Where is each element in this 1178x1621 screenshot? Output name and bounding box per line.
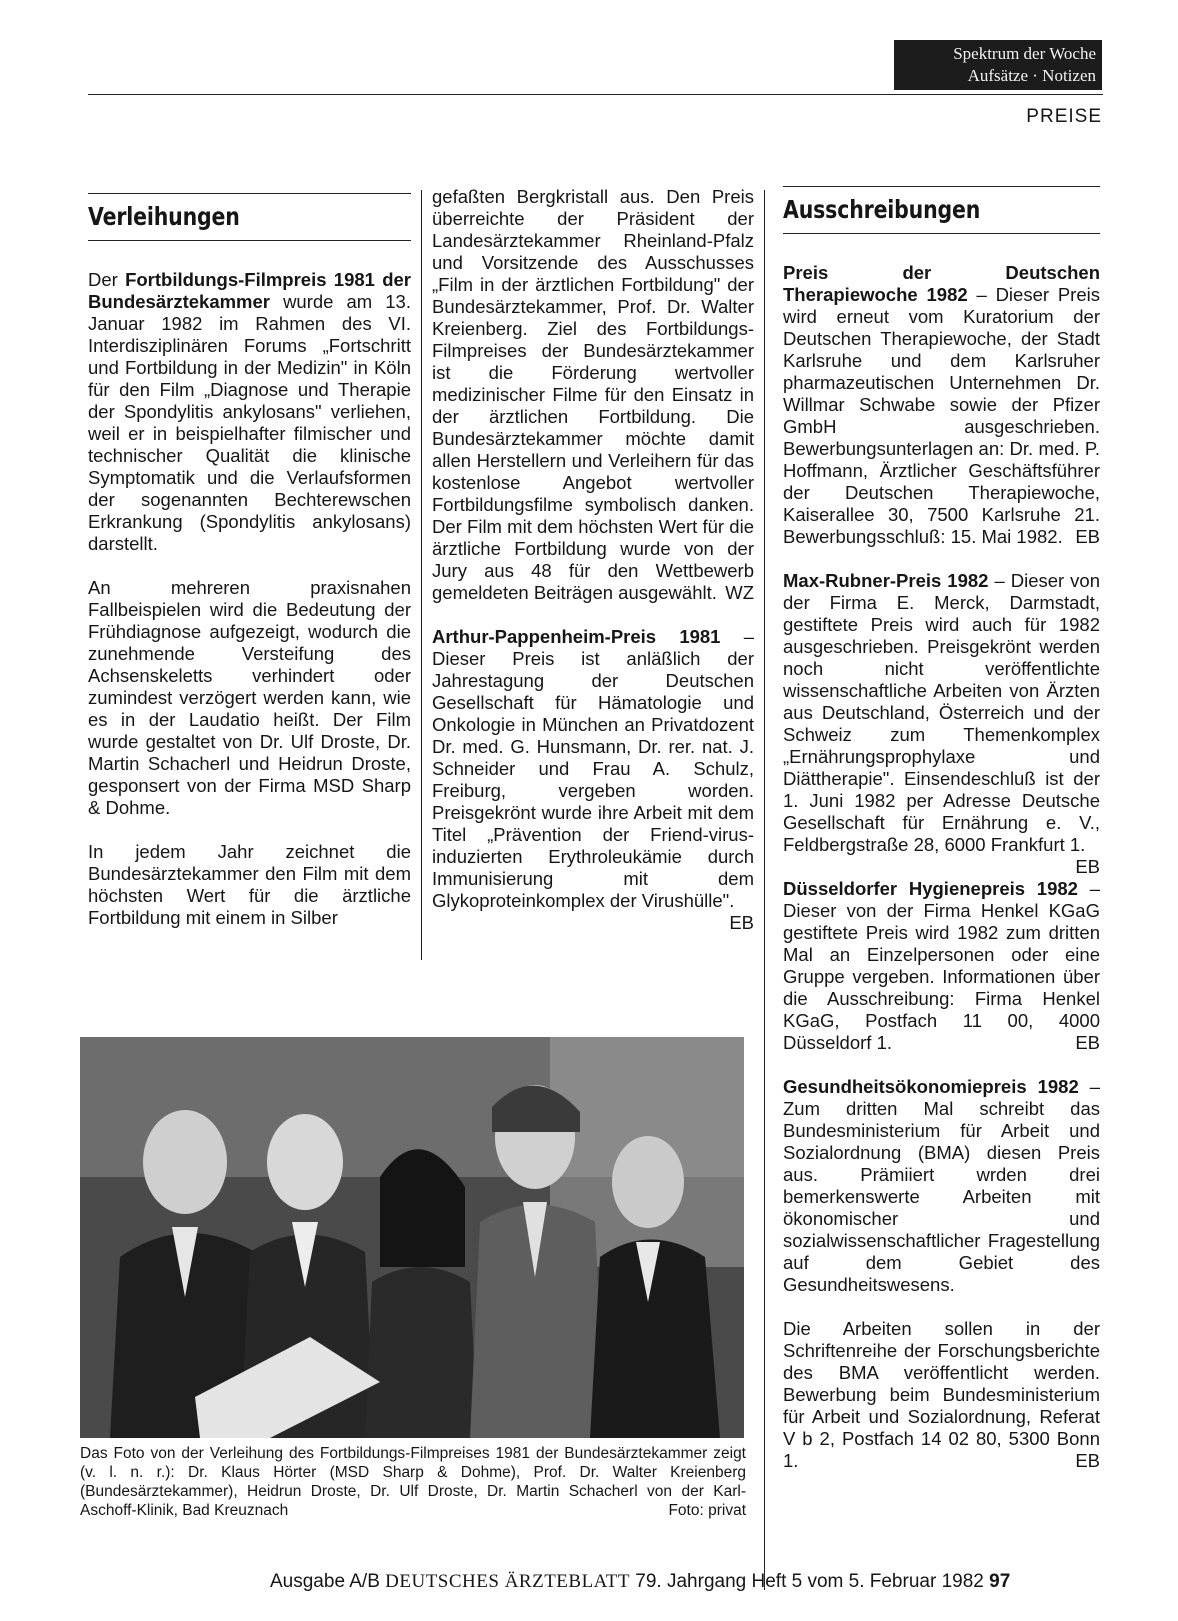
footer-issue: 79. Jahrgang Heft 5 vom 5. Februar 1982 — [635, 1571, 984, 1592]
item-therapiewoche: Preis der Deutschen Therapiewoche 1982 – Dieser Preis wird erneut vom Kuratorium der Deutschen Therapiewoche, der Stadt Karlsruhe und dem Karlsruher pharmazeutischen Unternehmen Dr. Willmar Schwabe sowie der Pfizer GmbH ausgeschrieben. Bewerbungsunterlagen an: Dr. med. P. Hoffmann, Ärztlicher Geschäftsführer der Deutschen Therapiewoche, Kaiserallee 30, 7500 Karlsruhe 21. Bewerbungsschluß: 15. Mai 1982. EB — [783, 262, 1100, 547]
heading-verleihungen: Verleihungen — [88, 202, 240, 231]
prize-name: Preis der Deutschen Therapiewoche 1982 — [783, 262, 1100, 305]
author-signature: WZ — [725, 582, 754, 603]
author-signature: EB — [1075, 1032, 1100, 1053]
footer-edition: Ausgabe A/B — [270, 1571, 380, 1592]
heading-rule-top — [783, 186, 1100, 187]
column-divider-2 — [764, 190, 765, 1590]
award-photo — [80, 1037, 744, 1438]
column-ausschreibungen — [783, 186, 1100, 1472]
heading-rule-bottom — [88, 240, 411, 241]
section-tag — [894, 40, 1102, 90]
heading-rule-bottom — [783, 233, 1100, 234]
item-hygienepreis: Düsseldorfer Hygienepreis 1982 – Dieser von der Firma Henkel KGaG gestiftete Preis wird 1982 zum dritten Mal an Einzelpersonen oder eine Gruppe vergeben. Informationen über die Ausschreibung: Firma Henkel KGaG, Postfach 11 00, 4000 Düsseldorf 1. EB — [783, 878, 1100, 1053]
page-footer — [270, 1571, 1010, 1593]
author-signature: EB — [729, 912, 754, 933]
footer-magazine: DEUTSCHES ÄRZTEBLATT — [385, 1571, 631, 1592]
photo-credit: Foto: privat — [668, 1502, 746, 1519]
item-max-rubner: Max-Rubner-Preis 1982 – Dieser von der Firma E. Merck, Darmstadt, gestiftete Preis wird auch für 1982 ausgeschrieben. Preisgekrönt werden noch nicht veröffentlichte wissenschaftliche Arbeiten von Ärzten aus Deutschland, Österreich und der Schweiz zum Themenkomplex „Ernährungsprophylaxe und Diättherapie". Einsendeschluß ist der 1. Juni 1982 per Adresse Deutsche Gesellschaft für Ernährung e. V., Feldbergstraße 28, 6000 Frankfurt 1. EB — [783, 570, 1100, 877]
paragraph-bma: Die Arbeiten sollen in der Schriftenreihe der Forschungsberichte des BMA veröffentlicht werden. Bewerbung beim Bundesministerium für Arbeit und Sozialordnung, Referat V b 2, Postfach 14 02 80, 5300 Bonn 1. EB — [783, 1318, 1100, 1471]
photo-illustration — [80, 1037, 744, 1438]
heading-ausschreibungen: Ausschreibungen — [783, 195, 981, 224]
prize-name: Max-Rubner-Preis 1982 — [783, 570, 989, 591]
prize-name: Düsseldorfer Hygienepreis 1982 — [783, 878, 1078, 899]
paragraph-continued: gefaßten Bergkristall aus. Den Preis überreichte der Präsident der Landesärztekammer Rheinland-Pfalz und Vorsitzende des Ausschusses „Film in der ärztlichen Fortbildung" der Bundesärztekammer, Prof. Dr. Walter Kreienberg. Ziel des Fortbildungs-Filmpreises der Bundesärztekammer ist die Förderung wertvoller medizinischer Filme für den Einsatz in der ärztlichen Fortbildung. Die Bundesärztekammer möchte damit allen Herstellern und Verleihern für das kostenlose Angebot wertvoller Fortbildungsfilme symbolisch danken. Der Film mit dem höchsten Wert für die ärztliche Fortbildung wurde von der Jury aus 48 für den Wettbewerb gemeldeten Beiträgen ausgewählt. WZ — [432, 186, 754, 603]
tag-line-2: Aufsätze · Notizen — [967, 66, 1096, 85]
item-gesundheitsoekonomie: Gesundheitsökonomiepreis 1982 – Zum dritten Mal schreibt das Bundesministerium für Arbeit und Sozialordnung (BMA) diesen Preis aus. Prämiiert wrden drei bemerkenswerte Arbeiten mit ökonomischer und sozialwissenschaftlicher Fragestellung auf dem Gebiet des Gesundheitswesens. — [783, 1076, 1100, 1295]
author-signature: EB — [1075, 856, 1100, 877]
paragraph-3: In jedem Jahr zeichnet die Bundesärztekammer den Film mit dem höchsten Wert für die ärztliche Fortbildung mit einem in Silber — [88, 841, 411, 928]
author-signature: EB — [1075, 1450, 1100, 1471]
paragraph-pappenheim: Arthur-Pappenheim-Preis 1981 – Dieser Preis ist anläßlich der Jahrestagung der Deutschen Gesellschaft für Hämatologie und Onkologie in München an Privatdozent Dr. med. G. Hunsmann, Dr. rer. nat. J. Schneider und Frau A. Schulz, Freiburg, vergeben worden. Preisgekrönt wurde ihre Arbeit mit dem Titel „Prävention der Friend-virus-induzierten Erythroleukämie durch Immunisierung mit dem Glykoproteinkomplex der Virushülle". EB — [432, 626, 754, 933]
column-divider-1 — [421, 190, 422, 960]
heading-rule-top — [88, 193, 411, 194]
section-label: PREISE — [1026, 106, 1102, 127]
page-number: 97 — [989, 1571, 1011, 1592]
paragraph-2: An mehreren praxisnahen Fallbeispielen wird die Bedeutung der Frühdiagnose aufgezeigt, wodurch die zunehmende Versteifung des Achsenskeletts verhindert oder zumindest verzögert werden kann, wie es in der Laudatio heißt. Der Film wurde gestaltet von Dr. Ulf Droste, Dr. Martin Schacherl und Heidrun Droste, gesponsert von der Firma MSD Sharp & Dohme. — [88, 577, 411, 818]
tag-line-1: Spektrum der Woche — [953, 44, 1096, 63]
paragraph-1: Der Fortbildungs-Filmpreis 1981 der Bundesärztekammer wurde am 13. Januar 1982 im Rahmen des VI. Interdisziplinären Forums „Fortschritt und Fortbildung in der Medizin" in Köln für den Film „Diagnose und Therapie der Spondylitis ankylosans" verliehen, weil er in beispielhafter filmischer und technischer Qualität die klinische Symptomatik und die Verlaufsformen der sogenannten Bechterewschen Erkrankung (Spondylitis ankylosans) darstellt. — [88, 269, 411, 554]
prize-name: Fortbildungs-Filmpreis 1981 der Bundesärztekammer — [88, 269, 411, 312]
header-rule — [88, 94, 1103, 95]
prize-name: Gesundheitsökonomiepreis 1982 — [783, 1076, 1079, 1097]
column-middle — [432, 186, 754, 934]
column-verleihungen — [88, 193, 411, 929]
author-signature: EB — [1075, 526, 1100, 547]
photo-caption: Das Foto von der Verleihung des Fortbildungs-Filmpreises 1981 der Bundesärztekammer zeigt (v. l. n. r.): Dr. Klaus Hörter (MSD Sharp & Dohme), Prof. Dr. Walter Kreienberg (Bundesärztekammer), Heidrun Droste, Dr. Ulf Droste, Dr. Martin Schacherl von der Karl-Aschoff-Klinik, Bad Kreuznach Foto: privat — [80, 1445, 746, 1519]
prize-name: Arthur-Pappenheim-Preis 1981 — [432, 626, 721, 647]
